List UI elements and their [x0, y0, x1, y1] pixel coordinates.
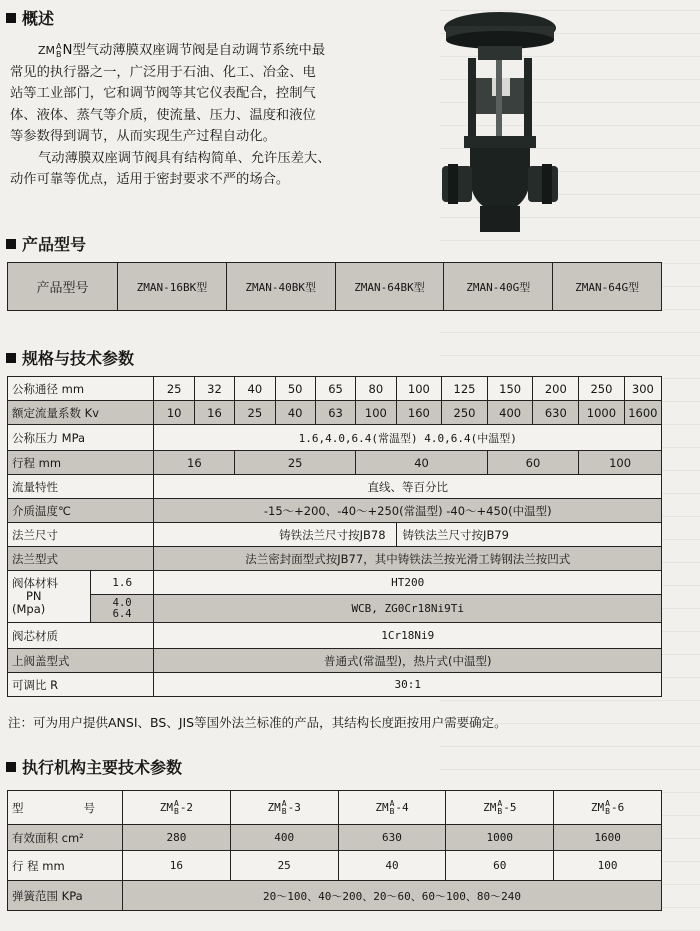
model-item: ZMAN-16BK型 — [118, 263, 227, 311]
table-row — [8, 263, 662, 311]
spec-table — [7, 376, 662, 697]
stroke-cell: 100 — [579, 451, 662, 475]
table-row — [8, 377, 662, 401]
bonnet-label: 上阀盖型式 — [8, 649, 154, 673]
actuator-stroke-label: 行 程 mm — [8, 851, 123, 881]
intro-line-5: 等参数得到调节，从而实现生产过程自动化。 — [10, 129, 276, 144]
spring-label: 弹簧范围 KPa — [8, 881, 123, 911]
dn-cell: 50 — [275, 377, 315, 401]
area-cell: 1000 — [446, 825, 554, 851]
section-bullet-icon — [6, 13, 16, 23]
bonnet-value: 普通式(常温型)，热片式(中温型) — [154, 649, 662, 673]
ratio-label: 可调比 R — [8, 673, 154, 697]
actuator-stroke-cell: 60 — [446, 851, 554, 881]
flow-label: 流量特性 — [8, 475, 154, 499]
dn-cell: 300 — [624, 377, 661, 401]
footnote: 注：可为用户提供ANSI、BS、JIS等国外法兰标准的产品，其结构长度距按用户需要确定。 — [8, 715, 507, 730]
kv-cell: 160 — [396, 401, 442, 425]
area-cell: 630 — [338, 825, 446, 851]
actuator-stroke-cell: 16 — [123, 851, 231, 881]
table-row — [8, 547, 662, 571]
flow-value: 直线、等百分比 — [154, 475, 662, 499]
body-material-1: HT200 — [154, 571, 662, 595]
model-item: ZMAN-40BK型 — [226, 263, 335, 311]
kv-cell: 10 — [154, 401, 194, 425]
kv-cell: 400 — [487, 401, 533, 425]
table-row — [8, 425, 662, 451]
kv-cell: 16 — [194, 401, 234, 425]
table-row — [8, 475, 662, 499]
table-row — [8, 451, 662, 475]
table-row — [8, 851, 662, 881]
temp-label: 介质温度℃ — [8, 499, 154, 523]
kv-cell: 630 — [533, 401, 579, 425]
dn-cell: 150 — [487, 377, 533, 401]
dn-cell: 200 — [533, 377, 579, 401]
intro-line-1: ZM A B N型气动薄膜双座调节阀是自动调节系统中最 — [38, 42, 326, 59]
section-title-model: 产品型号 — [6, 232, 86, 255]
actuator-table — [7, 790, 662, 911]
body-material-2: WCB, ZG0Cr18Ni9Ti — [154, 595, 662, 623]
actuator-stroke-cell: 25 — [230, 851, 338, 881]
table-row — [8, 401, 662, 425]
body-material-label: 阀体材料 PN (Mpa) — [8, 571, 91, 623]
intro-line-2: 常见的执行器之一，广泛用于石油、化工、冶金、电 — [10, 64, 316, 80]
table-row — [8, 623, 662, 649]
model-item: ZMAN-40G型 — [444, 263, 553, 311]
kv-cell: 1600 — [624, 401, 661, 425]
core-value: 1Cr18Ni9 — [154, 623, 662, 649]
dn-cell: 65 — [315, 377, 355, 401]
type-label: 型 号 — [8, 791, 123, 825]
table-row — [8, 499, 662, 523]
kv-cell: 250 — [442, 401, 488, 425]
stroke-cell: 16 — [154, 451, 235, 475]
dn-cell: 100 — [396, 377, 442, 401]
area-cell: 1600 — [554, 825, 662, 851]
ratio-value: 30:1 — [154, 673, 662, 697]
model-table — [7, 262, 662, 311]
model-item: ZMAN-64BK型 — [335, 263, 444, 311]
table-row — [8, 649, 662, 673]
actuator-stroke-cell: 40 — [338, 851, 446, 881]
dn-cell: 25 — [154, 377, 194, 401]
stroke-cell: 40 — [356, 451, 488, 475]
actuator-model: ZM A B -6 — [554, 791, 662, 825]
model-item: ZMAN-64G型 — [553, 263, 662, 311]
kv-cell: 40 — [275, 401, 315, 425]
table-row — [8, 673, 662, 697]
kv-cell: 1000 — [579, 401, 625, 425]
kv-cell: 25 — [235, 401, 275, 425]
valve-illustration — [440, 6, 560, 236]
section-bullet-icon — [6, 239, 16, 249]
table-row — [8, 571, 662, 595]
section-title-spec: 规格与技术参数 — [6, 346, 134, 369]
body-pressure-1: 1.6 — [90, 571, 154, 595]
intro-line-3: 站等工业部门，它和调节阀等其它仪表配合，控制气 — [10, 86, 316, 101]
dn-label: 公称通径 mm — [8, 377, 154, 401]
dn-cell: 80 — [356, 377, 396, 401]
area-label: 有效面积 cm² — [8, 825, 123, 851]
intro-line-6: 气动薄膜双座调节阀具有结构简单、允许压差大、 — [38, 150, 331, 166]
dn-cell: 40 — [235, 377, 275, 401]
table-row — [8, 595, 662, 623]
area-cell: 400 — [230, 825, 338, 851]
section-title-overview: 概述 — [6, 6, 54, 29]
intro-line-4: 体、液体、蒸气等介质，使流量、压力、温度和液位 — [10, 107, 316, 123]
table-row — [8, 881, 662, 911]
stroke-cell: 60 — [487, 451, 578, 475]
temp-value: -15～+200、-40～+250(常温型) -40～+450(中温型) — [154, 499, 662, 523]
actuator-model: ZM A B -5 — [446, 791, 554, 825]
body-pressure-2: 4.0 6.4 — [90, 595, 154, 623]
actuator-stroke-cell: 100 — [554, 851, 662, 881]
spring-value: 20～100、40～200、20～60、60～100、80～240 — [123, 881, 662, 911]
pn-value: 1.6,4.0,6.4(常温型) 4.0,6.4(中温型) — [154, 425, 662, 451]
flange-size-a: 铸铁法兰尺寸按JB78 — [154, 523, 396, 547]
stroke-cell: 25 — [235, 451, 356, 475]
core-label: 阀芯材质 — [8, 623, 154, 649]
flange-size-label: 法兰尺寸 — [8, 523, 154, 547]
kv-cell: 100 — [356, 401, 396, 425]
dn-cell: 250 — [579, 377, 625, 401]
actuator-model: ZM A B -4 — [338, 791, 446, 825]
table-row — [8, 825, 662, 851]
kv-label: 额定流量系数 Kv — [8, 401, 154, 425]
section-bullet-icon — [6, 353, 16, 363]
stroke-label: 行程 mm — [8, 451, 154, 475]
model-label: 产品型号 — [8, 263, 118, 311]
actuator-model: ZM A B -2 — [123, 791, 231, 825]
pn-label: 公称压力 MPa — [8, 425, 154, 451]
section-bullet-icon — [6, 762, 16, 772]
intro-text — [10, 40, 430, 191]
flange-type-value: 法兰密封面型式按JB77，其中铸铁法兰按光滑工铸钢法兰按凹式 — [154, 547, 662, 571]
flange-type-label: 法兰型式 — [8, 547, 154, 571]
dn-cell: 125 — [442, 377, 488, 401]
flange-size-b: 铸铁法兰尺寸按JB79 — [396, 523, 661, 547]
area-cell: 280 — [123, 825, 231, 851]
section-title-actuator: 执行机构主要技术参数 — [6, 755, 182, 778]
dn-cell: 32 — [194, 377, 234, 401]
model-code: ZM A B — [38, 42, 62, 59]
intro-line-7: 动作可靠等优点，适用于密封要求不严的场合。 — [10, 172, 290, 187]
actuator-model: ZM A B -3 — [230, 791, 338, 825]
table-row — [8, 523, 662, 547]
kv-cell: 63 — [315, 401, 355, 425]
table-row — [8, 791, 662, 825]
